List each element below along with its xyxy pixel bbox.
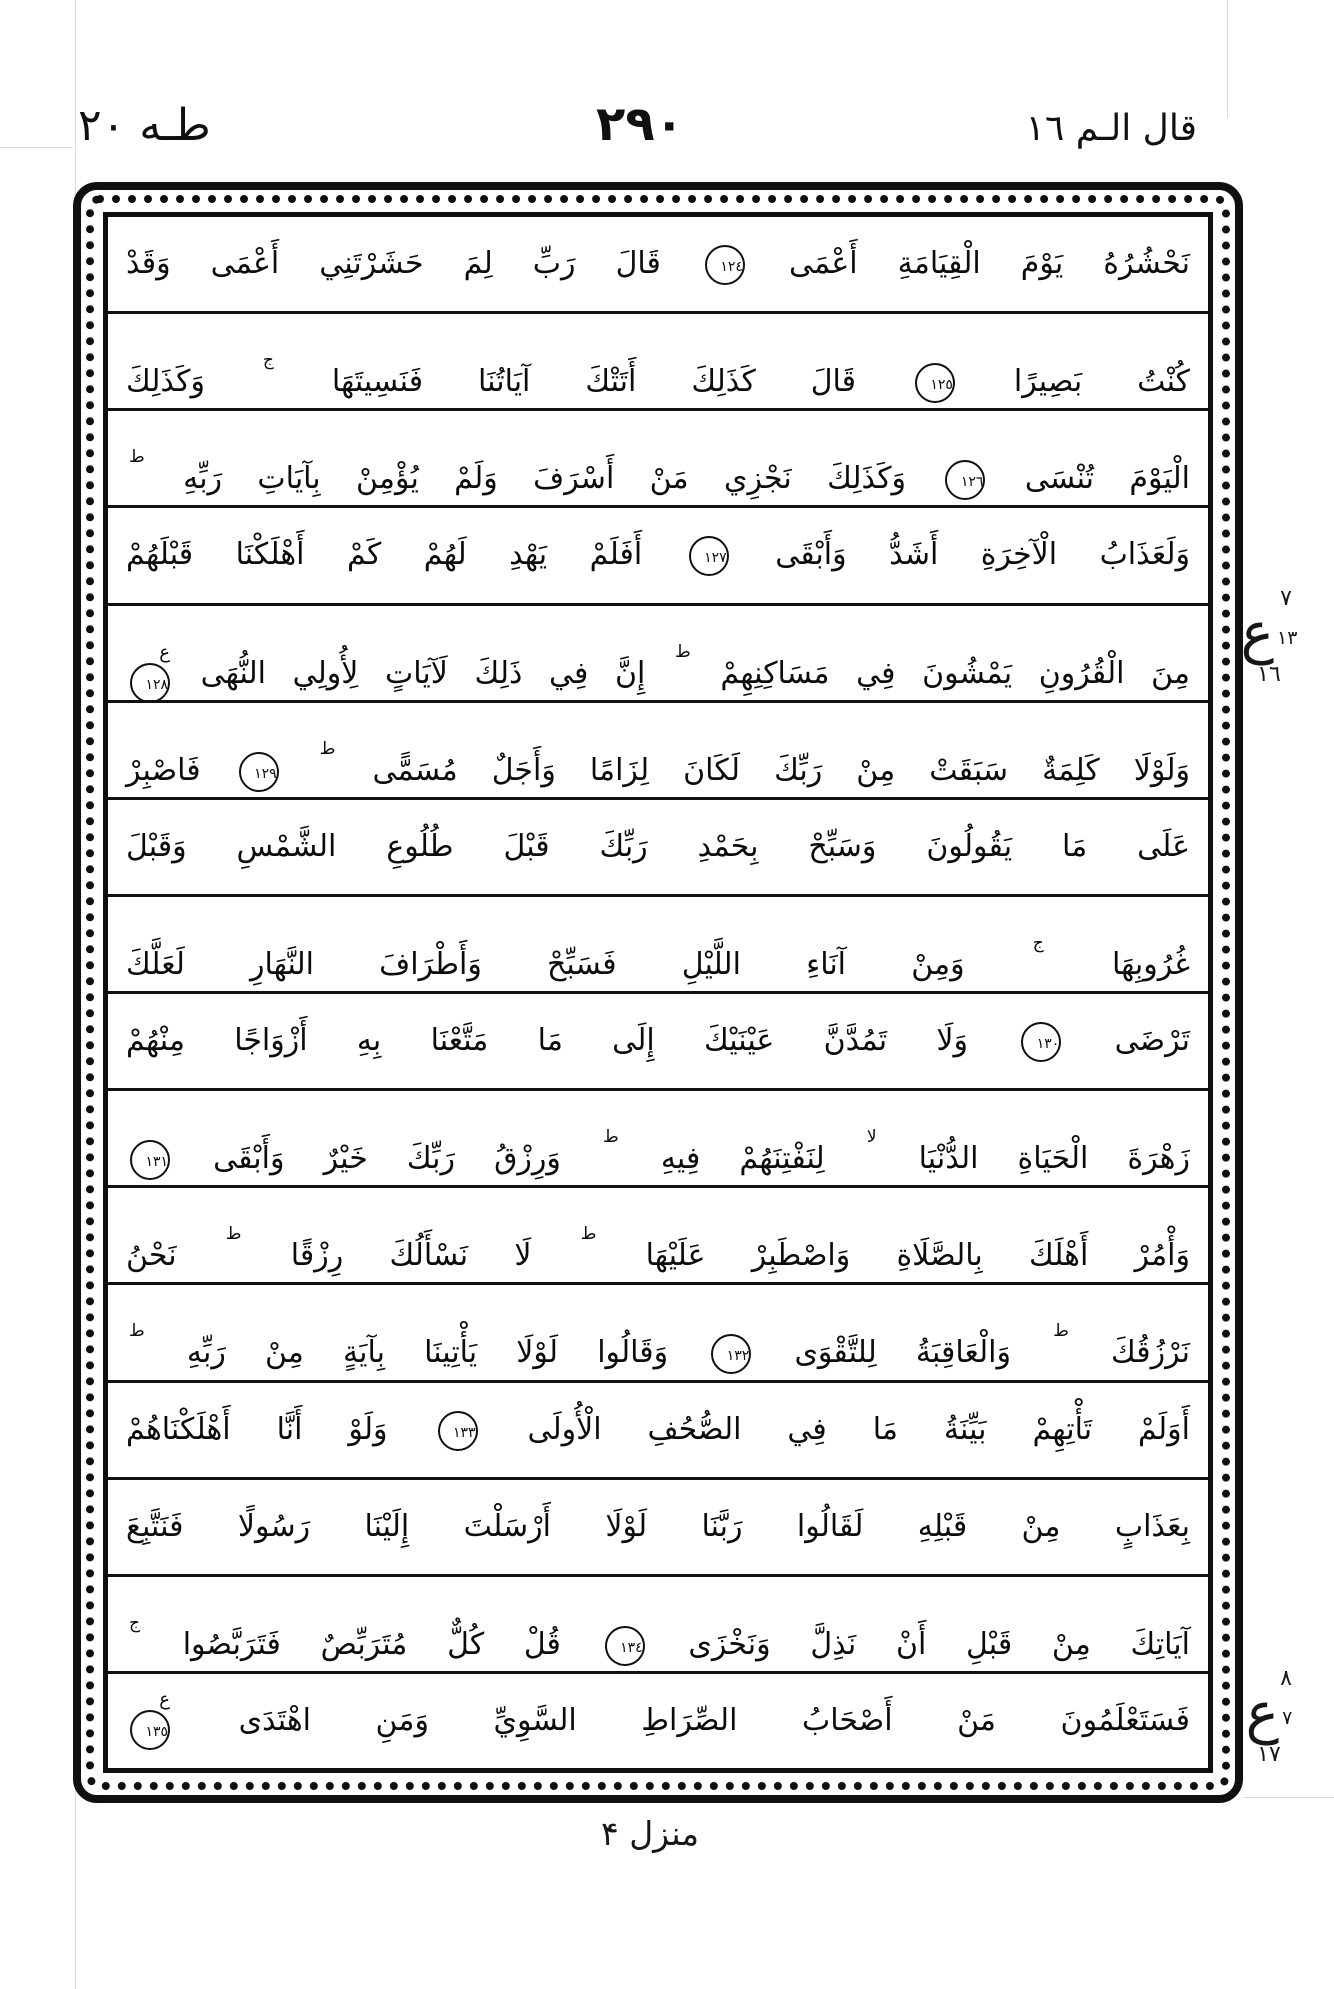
ruku-ayn-group xyxy=(1245,1681,1293,1746)
pause-mark: ط xyxy=(580,1224,597,1245)
ayah-number-circle: ١٢٤ xyxy=(705,245,745,285)
ayah-text: لَا نَسْأَلُكَ رِزْقًا xyxy=(290,1238,532,1274)
quran-line xyxy=(108,1577,1208,1674)
ayah-text: عَلَى مَا يَقُولُونَ وَسَبِّحْ بِحَمْدِ رَبِّكَ قَبْلَ طُلُوعِ الشَّمْسِ وَقَبْلَ xyxy=(126,828,1190,864)
ayah-text: زَهْرَةَ الْحَيَاةِ الدُّنْيَا xyxy=(918,1141,1190,1177)
ayah-text: قُلْ كُلٌّ مُتَرَبِّصٌ فَتَرَبَّصُوا xyxy=(182,1626,561,1662)
pause-mark: ط xyxy=(1053,1321,1069,1342)
ayn-icon: ع xyxy=(1240,601,1274,666)
quran-line xyxy=(108,800,1208,897)
ayah-text: وَالْعَاقِبَةُ لِلتَّقْوَى xyxy=(794,1335,1011,1371)
ayah-text: وَلَوْلَا كَلِمَةٌ سَبَقَتْ مِنْ رَبِّكَ لَكَانَ لِزَامًا وَأَجَلٌ مُسَمًّى xyxy=(372,752,1190,788)
quran-line xyxy=(108,1480,1208,1577)
ayah-number-circle: ١٢٩ xyxy=(239,752,279,792)
quran-text-area xyxy=(103,212,1213,1773)
ayah-end-marker xyxy=(130,1688,170,1750)
ayah-text: آيَاتِكَ مِنْ قَبْلِ أَنْ نَذِلَّ وَنَخْزَى xyxy=(688,1626,1190,1662)
ruku-ayn-mark: ع xyxy=(159,1688,170,1710)
quran-line xyxy=(108,994,1208,1091)
quran-line xyxy=(108,1674,1208,1768)
ayah-end-marker xyxy=(438,1410,478,1451)
quran-line xyxy=(108,217,1208,314)
ayah-end-marker xyxy=(130,641,170,703)
quran-line xyxy=(108,606,1208,703)
pause-mark: ط xyxy=(129,447,145,468)
ayah-text: غُرُوبِهَا xyxy=(1111,946,1190,982)
ayah-number-circle: ١٢٥ xyxy=(915,363,955,403)
quran-line xyxy=(108,411,1208,508)
ruku-juz-number: ١٦ xyxy=(1257,662,1281,687)
ayah-text: مِنَ الْقُرُونِ يَمْشُونَ فِي مَسَاكِنِهِمْ xyxy=(720,655,1190,691)
quran-line xyxy=(108,508,1208,605)
pause-mark: ط xyxy=(225,1224,242,1245)
pause-mark: ط xyxy=(674,641,691,662)
pause-mark: ط xyxy=(129,1321,145,1342)
ayah-text: نَرْزُقُكَ xyxy=(1110,1335,1190,1371)
ayah-text: قَالَ رَبِّ لِمَ حَشَرْتَنِي أَعْمَى وَقَدْ xyxy=(126,246,661,281)
ayah-text: وَلَوْ أَنَّا أَهْلَكْنَاهُمْ xyxy=(126,1411,388,1447)
ayah-number-circle: ١٣٢ xyxy=(711,1334,751,1374)
pause-mark: ج xyxy=(129,1612,140,1633)
ayah-text: وَكَذَلِكَ نَجْزِي مَنْ أَسْرَفَ وَلَمْ يُؤْمِنْ بِآيَاتِ رَبِّهِ xyxy=(183,461,907,497)
pause-mark: ج xyxy=(1032,932,1044,953)
ayah-text: وَمِنْ آنَاءِ اللَّيْلِ فَسَبِّحْ وَأَطْرَافَ النَّهَارِ لَعَلَّكَ xyxy=(126,946,965,982)
ayah-text: أَفَلَمْ يَهْدِ لَهُمْ كَمْ أَهْلَكْنَا قَبْلَهُمْ xyxy=(126,537,643,573)
surah-name-label: طـه ٢٠ xyxy=(78,100,211,151)
ruku-verse-count: ٧ xyxy=(1280,586,1292,611)
ayah-number-circle: ١٢٨ xyxy=(130,663,170,703)
quran-line xyxy=(108,1285,1208,1382)
ruku-ayn-mark: ع xyxy=(159,641,170,663)
pause-mark: لا xyxy=(866,1127,877,1148)
ruku-surah-number: ١٣ xyxy=(1277,627,1298,649)
ayah-text: كُنْتُ بَصِيرًا xyxy=(1013,364,1190,400)
ayah-text: لِنَفْتِنَهُمْ فِيهِ xyxy=(660,1141,825,1177)
quran-line xyxy=(108,314,1208,411)
pause-mark: ط xyxy=(602,1127,619,1148)
page-border-frame xyxy=(73,182,1243,1803)
ruku-juz-number: ١٧ xyxy=(1257,1742,1281,1767)
ayah-end-marker xyxy=(945,459,985,500)
ayah-number-circle: ١٣٥ xyxy=(130,1710,170,1750)
ayah-end-marker xyxy=(711,1333,751,1374)
quran-line xyxy=(108,1383,1208,1480)
quran-line xyxy=(108,1188,1208,1285)
ayah-text: وَقَالُوا لَوْلَا يَأْتِينَا بِآيَةٍ مِنْ رَبِّهِ xyxy=(186,1335,669,1371)
ayah-text: أَوَلَمْ تَأْتِهِمْ بَيِّنَةُ مَا فِي الصُّحُفِ الْأُولَى xyxy=(527,1411,1190,1447)
page-number: ٢٩٠ xyxy=(596,96,684,152)
ayah-number-circle: ١٣٠ xyxy=(1021,1022,1061,1062)
quran-line xyxy=(108,703,1208,800)
ayah-text: وَلَا تَمُدَّنَّ عَيْنَيْكَ إِلَى مَا مَتَّعْنَا بِهِ أَزْوَاجًا مِنْهُمْ xyxy=(126,1023,968,1058)
ayah-text: الْيَوْمَ تُنْسَى xyxy=(1024,461,1190,497)
ayah-text: فَاصْبِرْ xyxy=(126,752,201,788)
ayah-number-circle: ١٢٦ xyxy=(945,460,985,500)
quran-line xyxy=(108,897,1208,994)
ayah-text: وَلَعَذَابُ الْآخِرَةِ أَشَدُّ وَأَبْقَى xyxy=(775,537,1190,573)
pause-mark: ط xyxy=(319,738,336,759)
juz-name-label: قال الـم ١٦ xyxy=(1025,108,1197,149)
ayah-number-circle: ١٣٣ xyxy=(438,1411,478,1451)
ayah-text: وَأْمُرْ أَهْلَكَ بِالصَّلَاةِ وَاصْطَبِرْ عَلَيْهَا xyxy=(645,1238,1190,1274)
ayn-icon: ع xyxy=(1245,1681,1280,1746)
ayah-text: وَكَذَلِكَ xyxy=(126,364,205,400)
ayah-end-marker xyxy=(915,362,955,403)
ruku-ayn-group xyxy=(1240,601,1298,666)
manzil-label: منزل ۴ xyxy=(600,1814,700,1853)
ayah-end-marker xyxy=(1021,1021,1061,1062)
ayah-number-circle: ١٣١ xyxy=(130,1140,170,1180)
ayah-text: قَالَ كَذَلِكَ أَتَتْكَ آيَاتُنَا فَنَسِيتَهَا xyxy=(331,364,856,400)
ayah-text: نَحْنُ xyxy=(126,1238,177,1274)
ruku-surah-number: ٧ xyxy=(1282,1707,1293,1729)
ruku-marker xyxy=(1230,1668,1308,1766)
ayah-number-circle: ١٢٧ xyxy=(689,536,729,576)
ayah-end-marker xyxy=(605,1625,645,1666)
ayah-end-marker xyxy=(689,535,729,576)
scan-artifact-line xyxy=(0,147,73,148)
ayah-end-marker xyxy=(239,751,279,792)
ayah-text: فَسَتَعْلَمُونَ مَنْ أَصْحَابُ الصِّرَاطِ السَّوِيِّ وَمَنِ اهْتَدَى xyxy=(238,1702,1190,1738)
ayah-text: وَرِزْقُ رَبِّكَ خَيْرٌ وَأَبْقَى xyxy=(213,1141,561,1177)
quran-line xyxy=(108,1091,1208,1188)
ayah-text: إِنَّ فِي ذَلِكَ لَآيَاتٍ لِأُولِي النُّهَى xyxy=(200,655,646,691)
ruku-verse-count: ٨ xyxy=(1280,1666,1292,1691)
ayah-text: تَرْضَى xyxy=(1114,1023,1190,1058)
ayah-end-marker xyxy=(130,1139,170,1180)
scan-artifact-line xyxy=(1227,0,1228,118)
ayah-end-marker xyxy=(705,244,745,285)
scan-artifact-line xyxy=(1243,1797,1334,1798)
ayah-text: بِعَذَابٍ مِنْ قَبْلِهِ لَقَالُوا رَبَّنَا لَوْلَا أَرْسَلْتَ إِلَيْنَا رَسُولًا فَنَتَّبِعَ xyxy=(126,1508,1190,1544)
ayah-number-circle: ١٣٤ xyxy=(605,1626,645,1666)
ayah-text: نَحْشُرُهُ يَوْمَ الْقِيَامَةِ أَعْمَى xyxy=(789,246,1190,281)
ruku-marker xyxy=(1230,588,1308,686)
pause-mark: ج xyxy=(262,350,274,371)
